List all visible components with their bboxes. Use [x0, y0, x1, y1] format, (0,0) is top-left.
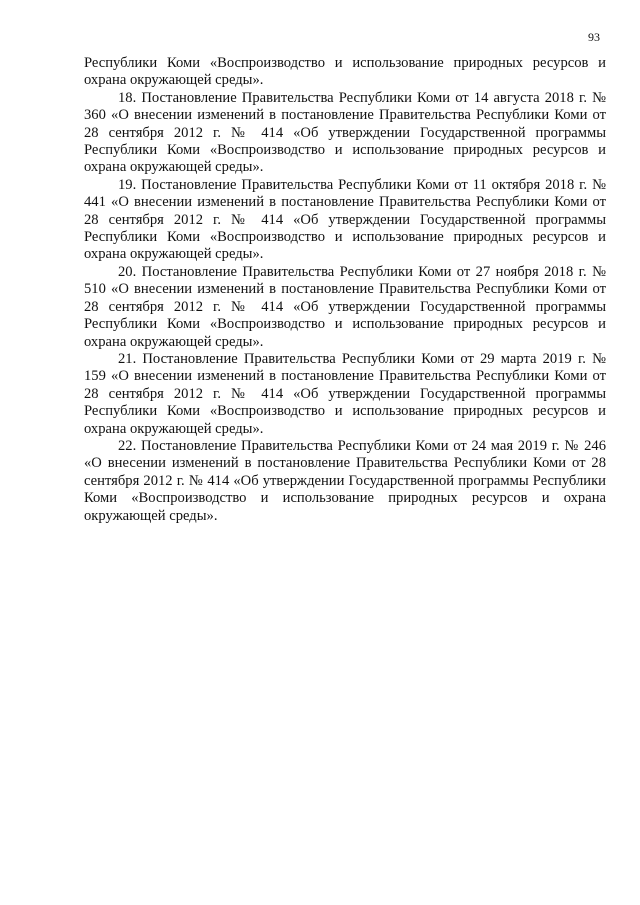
paragraph-item-22: 22. Постановление Правительства Республики Коми от 24 мая 2019 г. № 246 «О внесении изменений в постановление Правительства Республики Коми от 28 сентября 2012 г. № 414 «Об утверждении Государственной программы Республики Коми «Воспроизводство и использование природных ресурсов и охрана окружающей среды». — [84, 437, 606, 524]
paragraph-item-18: 18. Постановление Правительства Республики Коми от 14 августа 2018 г. № 360 «О внесении изменений в постановление Правительства Республики Коми от 28 сентября 2012 г. № 414 «Об утверждении Государственной программы Республики Коми «Воспроизводство и использование природных ресурсов и охрана окружающей среды». — [84, 89, 606, 176]
paragraph-item-21: 21. Постановление Правительства Республики Коми от 29 марта 2019 г. № 159 «О внесении изменений в постановление Правительства Республики Коми от 28 сентября 2012 г. № 414 «Об утверждении Государственной программы Республики Коми «Воспроизводство и использование природных ресурсов и охрана окружающей среды». — [84, 350, 606, 437]
paragraph-item-19: 19. Постановление Правительства Республики Коми от 11 октября 2018 г. № 441 «О внесении изменений в постановление Правительства Республики Коми от 28 сентября 2012 г. № 414 «Об утверждении Государственной программы Республики Коми «Воспроизводство и использование природных ресурсов и охрана окружающей среды». — [84, 176, 606, 263]
document-body — [84, 55, 606, 525]
paragraph-continuation: Республики Коми «Воспроизводство и использование природных ресурсов и охрана окружающей среды». — [84, 55, 606, 89]
paragraph-item-20: 20. Постановление Правительства Республики Коми от 27 ноября 2018 г. № 510 «О внесении изменений в постановление Правительства Республики Коми от 28 сентября 2012 г. № 414 «Об утверждении Государственной программы Республики Коми «Воспроизводство и использование природных ресурсов и охрана окружающей среды». — [84, 263, 606, 350]
page-number: 93 — [588, 30, 600, 44]
